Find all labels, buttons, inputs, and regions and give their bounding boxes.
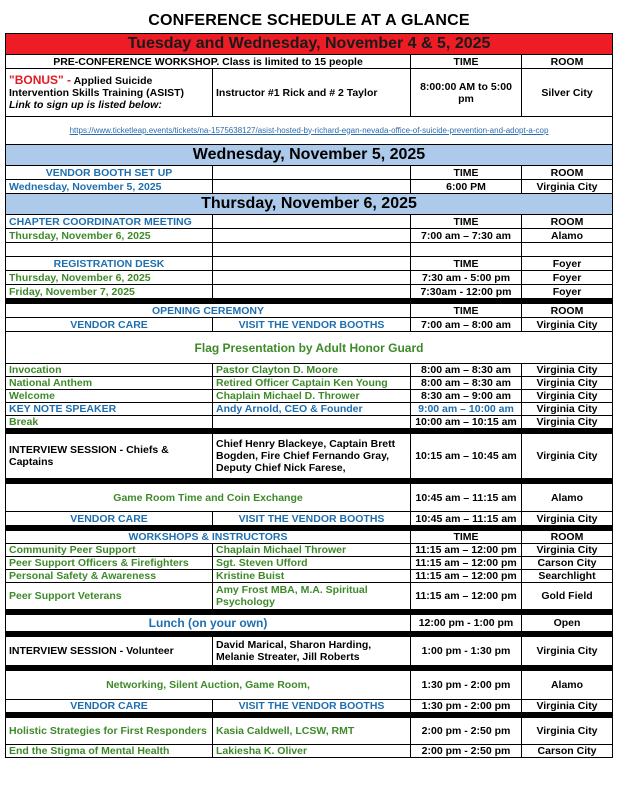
session-room: Virginia City	[522, 718, 613, 745]
registration-date: Friday, November 7, 2025	[6, 285, 213, 299]
workshop-room: Virginia City	[522, 544, 613, 557]
interview-volunteer-room: Virginia City	[522, 637, 613, 666]
asist-time: 8:00:00 AM to 5:00 pm	[411, 69, 522, 117]
chapter-date: Thursday, November 6, 2025	[6, 229, 213, 243]
room-header: ROOM	[522, 215, 613, 229]
visit-booths-label: VISIT THE VENDOR BOOTHS	[213, 700, 411, 713]
vendor-care-time: 7:00 am – 8:00 am	[411, 318, 522, 332]
workshop-name: Peer Support Officers & Firefighters	[6, 557, 213, 570]
instructor: Chaplain Michael Thrower	[213, 544, 411, 557]
asist-title: Applied Suicide Intervention Skills Training (ASIST)	[9, 75, 185, 99]
game-room-room: Alamo	[522, 484, 613, 512]
session-time: 2:00 pm - 2:50 pm	[411, 718, 522, 745]
lunch-time: 12:00 pm - 1:00 pm	[411, 615, 522, 632]
game-room-time: 10:45 am – 11:15 am	[411, 484, 522, 512]
workshop-time: 11:15 am – 12:00 pm	[411, 570, 522, 583]
session-name: End the Stigma of Mental Health	[6, 745, 213, 758]
workshop-time: 11:15 am – 12:00 pm	[411, 544, 522, 557]
presenter: Pastor Clayton D. Moore	[213, 364, 411, 377]
registration-date: Thursday, November 6, 2025	[6, 271, 213, 285]
event-name: KEY NOTE SPEAKER	[6, 403, 213, 416]
event-time: 10:00 am – 10:15 am	[411, 416, 522, 429]
time-header: TIME	[411, 166, 522, 180]
event-time: 9:00 am – 10:00 am	[411, 403, 522, 416]
workshop-name: Community Peer Support	[6, 544, 213, 557]
signup-link[interactable]: https://www.ticketleap.events/tickets/na-1575638127/asist-hosted-by-richard-egan-nevada-office-of-suicide-prevention-and-adopt-a-cop	[6, 117, 613, 145]
interview-chiefs-time: 10:15 am – 10:45 am	[411, 434, 522, 479]
vendor-care-label: VENDOR CARE	[6, 700, 213, 713]
time-header: TIME	[411, 55, 522, 69]
vendor-care-time: 1:30 pm - 2:00 pm	[411, 700, 522, 713]
flag-presentation: Flag Presentation by Adult Honor Guard	[6, 332, 613, 364]
empty-cell	[213, 166, 411, 180]
presenter: Retired Officer Captain Ken Young	[213, 377, 411, 390]
networking-room: Alamo	[522, 671, 613, 700]
event-time: 8:30 am – 9:00 am	[411, 390, 522, 403]
asist-workshop	[6, 69, 213, 117]
schedule-table	[5, 33, 613, 758]
networking: Networking, Silent Auction, Game Room,	[6, 671, 411, 700]
interview-volunteer-time: 1:00 pm - 1:30 pm	[411, 637, 522, 666]
vendor-setup-header: VENDOR BOOTH SET UP	[6, 166, 213, 180]
time-header: TIME	[411, 215, 522, 229]
workshops-header: WORKSHOPS & INSTRUCTORS	[6, 531, 411, 544]
workshop-name: Personal Safety & Awareness	[6, 570, 213, 583]
time-header: TIME	[411, 257, 522, 271]
registration-time: 7:30am - 12:00 pm	[411, 285, 522, 299]
registration-room: Foyer	[522, 285, 613, 299]
interview-chiefs: INTERVIEW SESSION - Chiefs & Captains	[6, 434, 213, 479]
event-name: National Anthem	[6, 377, 213, 390]
presenter: Andy Arnold, CEO & Founder	[213, 403, 411, 416]
chapter-time: 7:00 am – 7:30 am	[411, 229, 522, 243]
room-header: ROOM	[522, 531, 613, 544]
event-name: Break	[6, 416, 213, 429]
session-time: 2:00 pm - 2:50 pm	[411, 745, 522, 758]
link-note: Link to sign up is listed below:	[9, 99, 162, 111]
presenter: Chaplain Michael D. Thrower	[213, 390, 411, 403]
time-header: TIME	[411, 531, 522, 544]
lunch: Lunch (on your own)	[6, 615, 411, 632]
room-header: ROOM	[522, 166, 613, 180]
instructor: Amy Frost MBA, M.A. Spiritual Psychology	[213, 583, 411, 610]
workshop-time: 11:15 am – 12:00 pm	[411, 583, 522, 610]
empty-cell	[213, 215, 411, 229]
registration-time: 7:30 am - 5:00 pm	[411, 271, 522, 285]
lunch-room: Open	[522, 615, 613, 632]
presenter: Lakiesha K. Oliver	[213, 745, 411, 758]
empty-cell	[213, 229, 411, 243]
presenter	[213, 416, 411, 429]
room-header: ROOM	[522, 55, 613, 69]
opening-header: OPENING CEREMONY	[6, 304, 411, 318]
vendor-care-room: Virginia City	[522, 318, 613, 332]
page-title: CONFERENCE SCHEDULE AT A GLANCE	[148, 12, 470, 29]
workshop-room: Carson City	[522, 557, 613, 570]
empty-cell	[213, 180, 411, 194]
chapter-room: Alamo	[522, 229, 613, 243]
time-header: TIME	[411, 304, 522, 318]
game-room: Game Room Time and Coin Exchange	[6, 484, 411, 512]
interview-volunteer: INTERVIEW SESSION - Volunteer	[6, 637, 213, 666]
visit-booths-label: VISIT THE VENDOR BOOTHS	[213, 512, 411, 526]
event-room: Virginia City	[522, 390, 613, 403]
event-time: 8:00 am – 8:30 am	[411, 364, 522, 377]
empty-cell	[213, 257, 411, 271]
presenter: Kasia Caldwell, LCSW, RMT	[213, 718, 411, 745]
thu-band: Thursday, November 6, 2025	[6, 194, 613, 215]
visit-booths-label: VISIT THE VENDOR BOOTHS	[213, 318, 411, 332]
networking-time: 1:30 pm - 2:00 pm	[411, 671, 522, 700]
empty-cell	[213, 285, 411, 299]
room-header: ROOM	[522, 304, 613, 318]
vendor-setup-date: Wednesday, November 5, 2025	[6, 180, 213, 194]
chapter-header: CHAPTER COORDINATOR MEETING	[6, 215, 213, 229]
spacer	[6, 243, 213, 257]
vendor-setup-time: 6:00 PM	[411, 180, 522, 194]
bonus-label: "BONUS" -	[9, 73, 72, 87]
vendor-care-room: Virginia City	[522, 512, 613, 526]
vendor-setup-room: Virginia City	[522, 180, 613, 194]
registration-room: Foyer	[522, 271, 613, 285]
room-header: Foyer	[522, 257, 613, 271]
interview-chiefs-room: Virginia City	[522, 434, 613, 479]
session-name: Holistic Strategies for First Responders	[6, 718, 213, 745]
asist-instructors: Instructor #1 Rick and # 2 Taylor	[213, 69, 411, 117]
event-name: Welcome	[6, 390, 213, 403]
interview-chiefs-panel: Chief Henry Blackeye, Captain Brett Bogden, Fire Chief Fernando Gray, Deputy Chief Nick Farese,	[213, 434, 411, 479]
interview-volunteer-panel: David Marical, Sharon Harding, Melanie Streater, Jill Roberts	[213, 637, 411, 666]
vendor-care-time: 10:45 am – 11:15 am	[411, 512, 522, 526]
vendor-care-label: VENDOR CARE	[6, 512, 213, 526]
event-name: Invocation	[6, 364, 213, 377]
event-time: 8:00 am – 8:30 am	[411, 377, 522, 390]
workshop-name: Peer Support Veterans	[6, 583, 213, 610]
vendor-care-room: Virginia City	[522, 700, 613, 713]
event-room: Virginia City	[522, 403, 613, 416]
workshop-time: 11:15 am – 12:00 pm	[411, 557, 522, 570]
workshop-room: Searchlight	[522, 570, 613, 583]
event-room: Virginia City	[522, 364, 613, 377]
event-room: Virginia City	[522, 377, 613, 390]
event-room: Virginia City	[522, 416, 613, 429]
asist-room: Silver City	[522, 69, 613, 117]
instructor: Sgt. Steven Ufford	[213, 557, 411, 570]
session-room: Carson City	[522, 745, 613, 758]
wed-band: Wednesday, November 5, 2025	[6, 145, 613, 166]
workshop-room: Gold Field	[522, 583, 613, 610]
preconf-header: PRE-CONFERENCE WORKSHOP. Class is limited to 15 people	[6, 55, 411, 69]
tue-wed-band: Tuesday and Wednesday, November 4 & 5, 2025	[6, 34, 613, 55]
empty-cell	[213, 271, 411, 285]
registration-header: REGISTRATION DESK	[6, 257, 213, 271]
vendor-care-label: VENDOR CARE	[6, 318, 213, 332]
instructor: Kristine Buist	[213, 570, 411, 583]
